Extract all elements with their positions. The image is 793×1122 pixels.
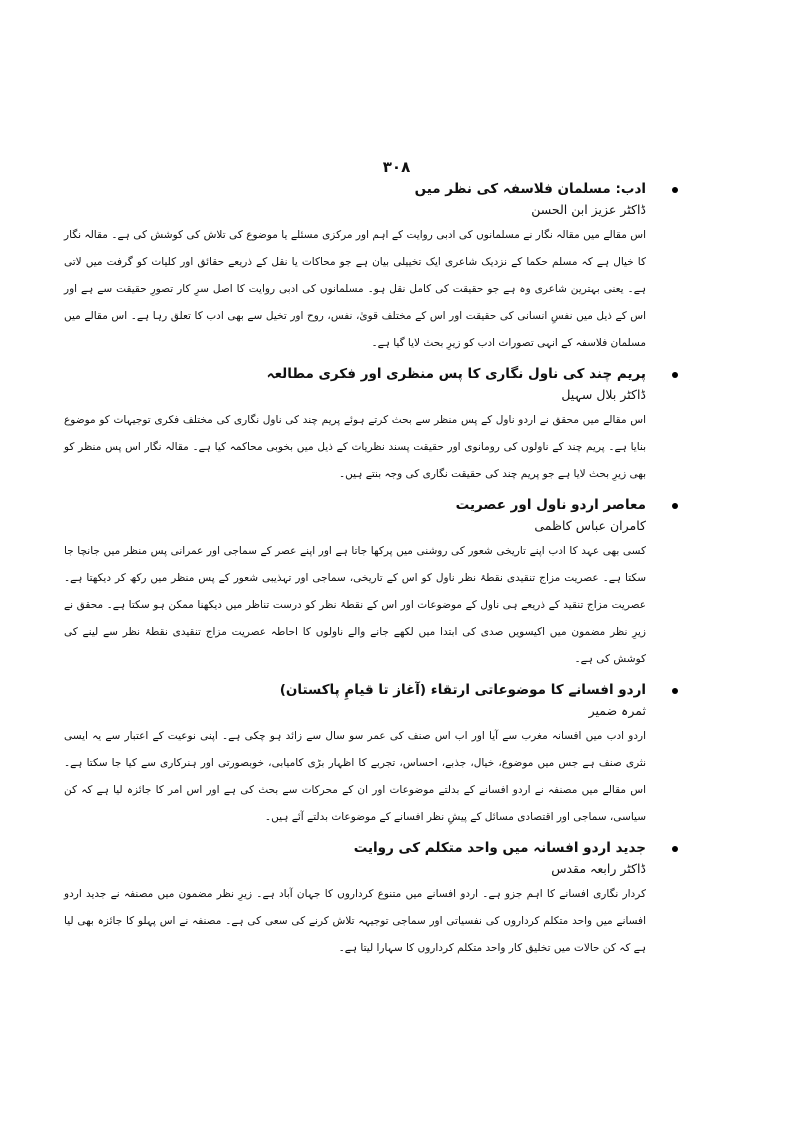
- abstracts-list: [62, 178, 646, 968]
- bullet-icon: [672, 846, 678, 852]
- entry-abstract: اس مقالے میں محقق نے اردو ناول کے پس منظر سے بحث کرتے ہوئے پریم چند کی ناول نگاری کی مختلف فکری توجیہات کو موضوع بنایا ہے۔ پریم چند کے ناولوں کی رومانوی اور حقیقت پسند نظریات کے ذیل میں بخوبی محاکمہ کیا ہے۔ مقالہ نگار اس پس منظر کو بھی زیرِ بحث لایا ہے جو پریم چند کی حقیقت نگاری کی وجہ بنتے ہیں۔: [64, 414, 646, 480]
- entry-author: کامران عباس کاظمی: [534, 518, 646, 533]
- entry-title: [62, 679, 646, 701]
- list-item: [62, 494, 646, 673]
- entry-title-text: پریم چند کی ناول نگاری کا پس منظری اور فکری مطالعہ: [266, 366, 646, 382]
- entry-title: [62, 837, 646, 859]
- entry-title-text: ادب: مسلمان فلاسفہ کی نظر میں: [414, 181, 646, 197]
- bullet-icon: [672, 372, 678, 378]
- entry-author: ڈاکٹر عزیز ابن الحسن: [531, 202, 646, 217]
- entry-title-text: جدید اردو افسانہ میں واحد متکلم کی روایت: [353, 840, 646, 856]
- bullet-icon: [672, 187, 678, 193]
- entry-title-text: اردو افسانے کا موضوعاتی ارتقاء (آغاز تا قیامِ پاکستان): [279, 682, 646, 698]
- entry-author: ڈاکٹر رابعہ مقدس: [551, 861, 646, 876]
- entry-abstract: کسی بھی عہد کا ادب اپنے تاریخی شعور کی روشنی میں پرکھا جاتا ہے اور اپنے عصر کے سماجی اور عمرانی پس منظر میں جانچا جا سکتا ہے۔ عصریت مزاج تنقیدی نقطۂ نظر ناول کو اس کے تاریخی، سماجی اور تہذیبی شعور کے پس منظر میں رکھ کر دیکھتا ہے۔ عصریت مزاج تنقید کے ذریعے ہی ناول کے موضوعات اور اس کے نقطۂ نظر کو درست تناظر میں دیکھنا ممکن ہو سکتا ہے۔ محقق نے زیرِ نظر مضمون میں اکیسویں صدی کی ابتدا میں لکھے جانے والے ناولوں کا احاطہ عصریت مزاج تنقیدی نقطۂ نظر سے لینے کی کوشش کی ہے۔: [64, 545, 646, 665]
- list-item: [62, 679, 646, 831]
- entry-abstract: اس مقالے میں مقالہ نگار نے مسلمانوں کی ادبی روایت کے اہم اور مرکزی مسئلے یا موضوع کی تلاش کی کوشش کی ہے۔ مقالہ نگار کا خیال ہے کہ مسلم حکما کے نزدیک شاعری ایک تخییلی بیان ہے جو محاکات یا نقل کے ذریعے حقائق اور کلیات کو گرفت میں لاتی ہے۔ یعنی بہترین شاعری وہ ہے جو حقیقت کی کامل نقل ہو۔ مسلمانوں کی ادبی روایت کا اصل سرِ کار تصورِ حقیقت سے ہے اور اس کے ذیل میں نفسِ انسانی کی حقیقت اور اس کے مختلف قویٰ، نفس، روح اور تخیل سے بھی ادب کا تعلق رہا ہے۔ اس مقالے میں مسلمان فلاسفہ کے انہی تصورات ادب کو زیرِ بحث لایا گیا ہے۔: [64, 229, 646, 349]
- page-number: ۳۰۸: [382, 158, 411, 176]
- entry-author: ڈاکٹر بلال سہیل: [561, 387, 646, 402]
- entry-abstract: اردو ادب میں افسانہ مغرب سے آیا اور اب اس صنف کی عمر سو سال سے زائد ہو چکی ہے۔ اپنی نوعیت کے اعتبار سے یہ ایسی نثری صنف ہے جس میں موضوع، خیال، جذبے، احساس، تجربے کا اظہار بڑی کامیابی، خوبصورتی اور ہنرکاری سے کیا جا سکتا ہے۔ اس مقالے میں مصنفہ نے اردو افسانے کے بدلتے موضوعات اور ان کے محرکات سے بحث کی ہے اور اس امر کا جائزہ لیا ہے کہ کن سیاسی، سماجی اور اقتصادی مسائل کے پیشِ نظر افسانے کے موضوعات بدلتے آئے ہیں۔: [64, 730, 646, 823]
- list-item: [62, 178, 646, 357]
- entry-title: [62, 494, 646, 516]
- entry-abstract: کردار نگاری افسانے کا اہم جزو ہے۔ اردو افسانے میں متنوع کرداروں کا جہان آباد ہے۔ زیرِ نظر مضمون میں مصنفہ نے جدید اردو افسانے میں واحد متکلم کرداروں کی نفسیاتی اور سماجی توجیہہ تلاش کرنے کی سعی کی ہے۔ مصنفہ نے اس پہلو کا جائزہ بھی لیا ہے کہ کن حالات میں تخلیق کار واحد متکلم کرداروں کا سہارا لیتا ہے۔: [64, 888, 646, 954]
- entry-title: [62, 363, 646, 385]
- entry-author: ثمرہ ضمیر: [588, 703, 646, 718]
- bullet-icon: [672, 503, 678, 509]
- entry-title-text: معاصر اردو ناول اور عصریت: [455, 497, 646, 513]
- list-item: [62, 837, 646, 962]
- entry-title: [62, 178, 646, 200]
- list-item: [62, 363, 646, 488]
- bullet-icon: [672, 688, 678, 694]
